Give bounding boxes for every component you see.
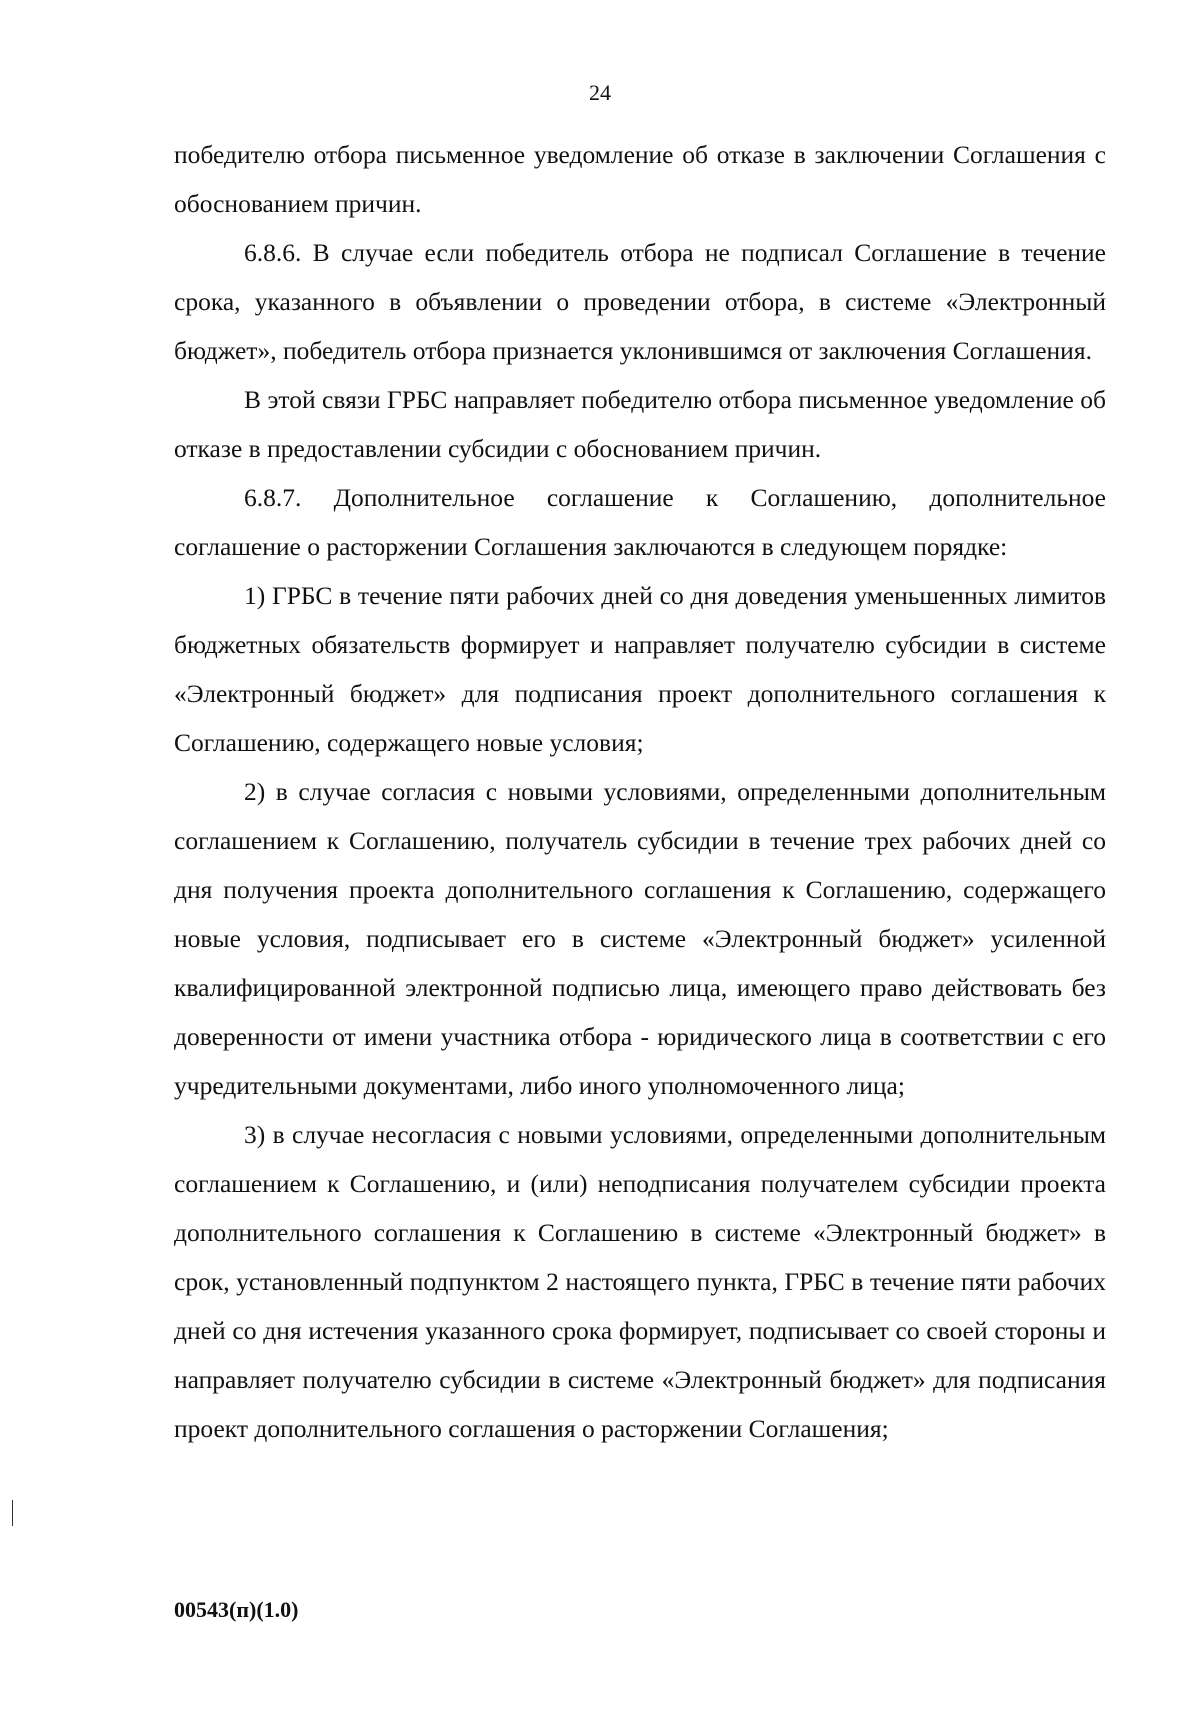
page-number: 24 bbox=[589, 80, 611, 105]
document-body bbox=[174, 130, 1106, 1453]
scan-artifact-mark bbox=[12, 1500, 13, 1526]
paragraph-6-8-6: 6.8.6. В случае если победитель отбора не подписал Соглашение в течение срока, указанного в объявлении о проведении отбора, в системе «Электронный бюджет», победитель отбора признается уклонившимся от заключения Соглашения. bbox=[174, 238, 1106, 365]
paragraph-6-8-7: 6.8.7. Дополнительное соглашение к Соглашению, дополнительное соглашение о расторжении Соглашения заключаются в следующем порядке: bbox=[174, 483, 1106, 561]
list-item-1: 1) ГРБС в течение пяти рабочих дней со дня доведения уменьшенных лимитов бюджетных обязательств формирует и направляет получателю субсидии в системе «Электронный бюджет» для подписания проект дополнительного соглашения к Соглашению, содержащего новые условия; bbox=[174, 581, 1106, 757]
document-code: 00543(п)(1.0) bbox=[174, 1597, 299, 1622]
paragraph-notice: В этой связи ГРБС направляет победителю отбора письменное уведомление об отказе в предоставлении субсидии с обоснованием причин. bbox=[174, 385, 1106, 463]
paragraph-continuation: победителю отбора письменное уведомление об отказе в заключении Соглашения с обоснованием причин. bbox=[174, 140, 1106, 218]
list-item-3: 3) в случае несогласия с новыми условиями, определенными дополнительным соглашением к Соглашению, и (или) неподписания получателем субсидии проекта дополнительного соглашения к Соглашению в системе «Электронный бюджет» в срок, установленный подпунктом 2 настоящего пункта, ГРБС в течение пяти рабочих дней со дня истечения указанного срока формирует, подписывает со своей стороны и направляет получателю субсидии в системе «Электронный бюджет» для подписания проект дополнительного соглашения о расторжении Соглашения; bbox=[174, 1120, 1106, 1443]
list-item-2: 2) в случае согласия с новыми условиями, определенными дополнительным соглашением к Соглашению, получатель субсидии в течение трех рабочих дней со дня получения проекта дополнительного соглашения к Соглашению, содержащего новые условия, подписывает его в системе «Электронный бюджет» усиленной квалифицированной электронной подписью лица, имеющего право действовать без доверенности от имени участника отбора - юридического лица в соответствии с его учредительными документами, либо иного уполномоченного лица; bbox=[174, 777, 1106, 1100]
